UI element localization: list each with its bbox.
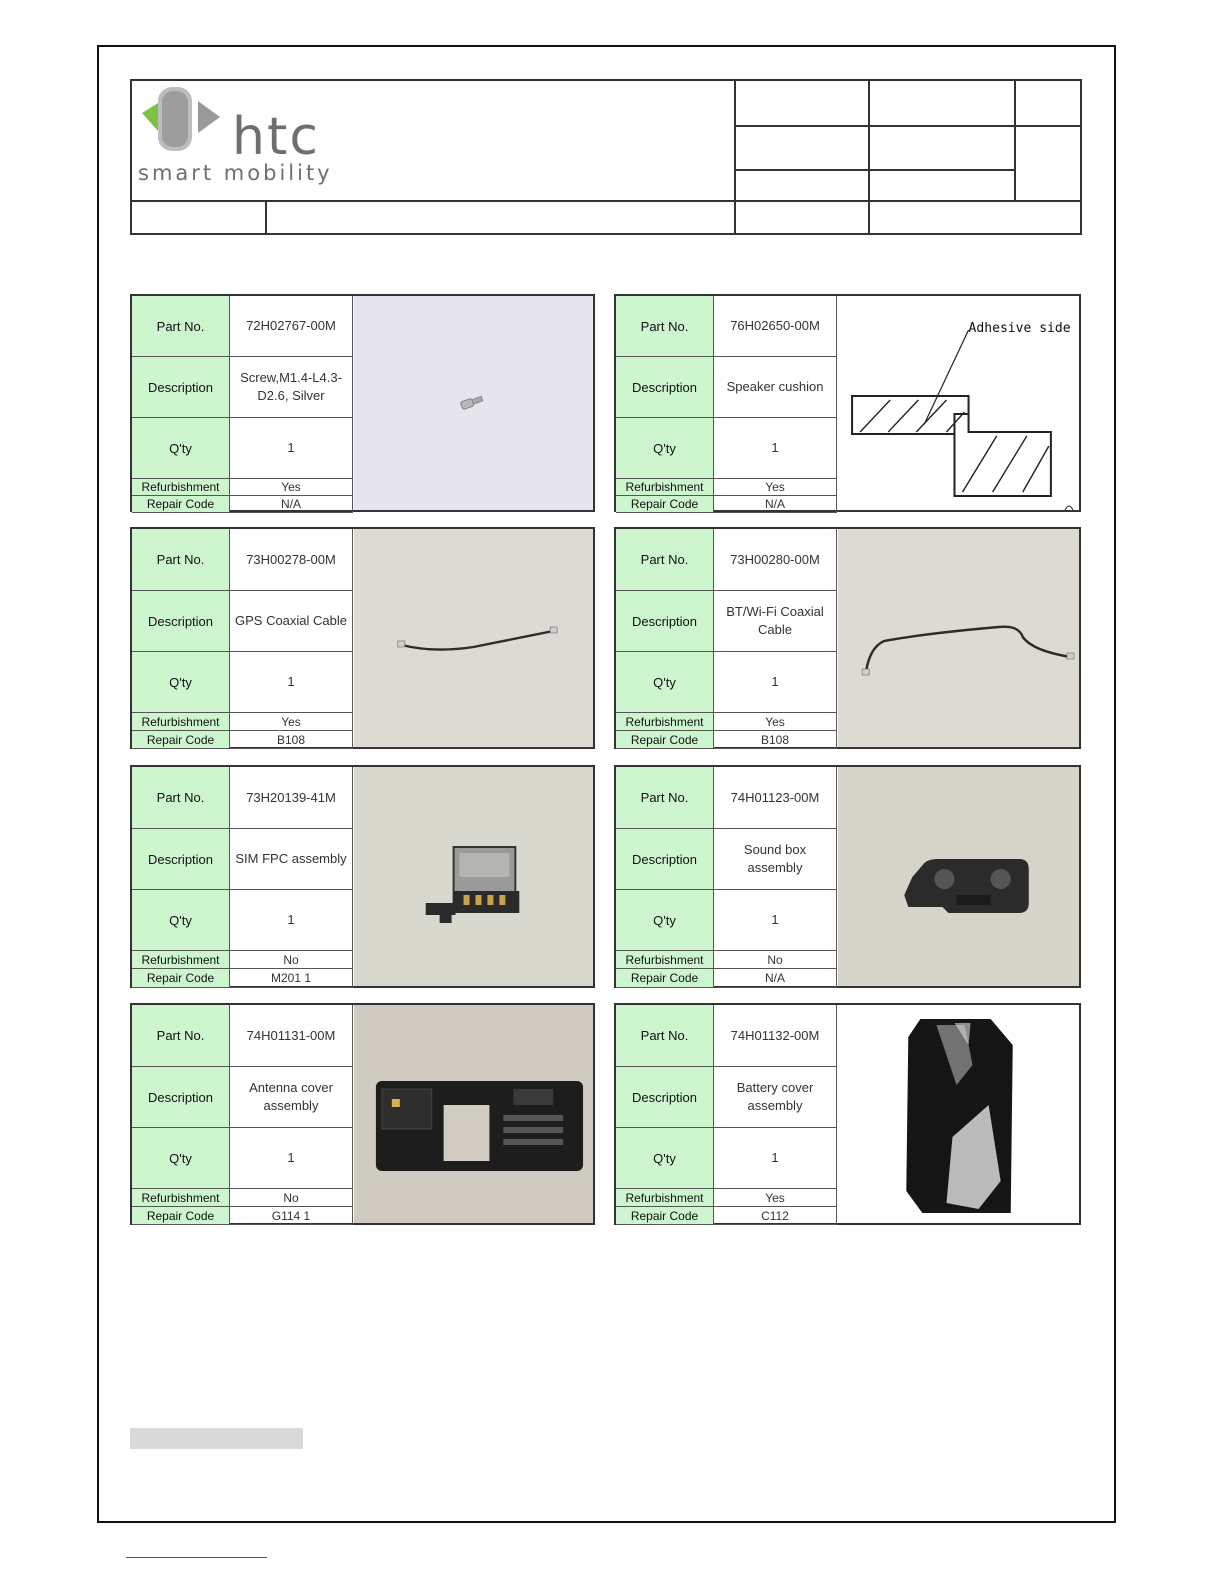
header-divider xyxy=(132,200,1080,202)
field-value-description: Sound box assembly xyxy=(714,829,837,890)
field-label-description: Description xyxy=(132,829,230,890)
part-card xyxy=(130,294,595,512)
field-value-description: GPS Coaxial Cable xyxy=(230,591,353,652)
field-value-qty: 1 xyxy=(714,1128,837,1189)
field-label-part-no: Part No. xyxy=(616,1005,714,1067)
field-label-repair-code: Repair Code xyxy=(132,731,230,749)
field-value-qty: 1 xyxy=(714,890,837,951)
field-value-part-no: 74H01123-00M xyxy=(714,767,837,829)
field-value-repair-code: M201 1 xyxy=(230,969,353,988)
field-label-part-no: Part No. xyxy=(616,296,714,357)
field-label-part-no: Part No. xyxy=(132,296,230,357)
field-value-refurbishment: Yes xyxy=(230,713,353,731)
field-label-qty: Q'ty xyxy=(132,652,230,713)
field-value-qty: 1 xyxy=(230,1128,353,1189)
field-value-qty: 1 xyxy=(714,418,837,479)
part-card xyxy=(614,1003,1081,1225)
field-label-qty: Q'ty xyxy=(616,652,714,713)
field-value-refurbishment: Yes xyxy=(714,1189,837,1207)
field-label-description: Description xyxy=(616,591,714,652)
part-card xyxy=(130,1003,595,1225)
field-value-part-no: 73H20139-41M xyxy=(230,767,353,829)
field-label-refurbishment: Refurbishment xyxy=(616,479,714,496)
field-value-refurbishment: Yes xyxy=(714,479,837,496)
header-divider xyxy=(734,125,1080,127)
field-value-description: BT/Wi-Fi Coaxial Cable xyxy=(714,591,837,652)
sound-box-photo xyxy=(838,767,1079,986)
field-label-part-no: Part No. xyxy=(616,529,714,591)
wifi-cable-photo xyxy=(838,529,1079,747)
field-label-refurbishment: Refurbishment xyxy=(132,951,230,969)
field-value-description: Antenna cover assembly xyxy=(230,1067,353,1128)
field-label-description: Description xyxy=(132,591,230,652)
field-label-refurbishment: Refurbishment xyxy=(132,713,230,731)
field-label-repair-code: Repair Code xyxy=(616,1207,714,1225)
field-value-part-no: 74H01132-00M xyxy=(714,1005,837,1067)
field-label-qty: Q'ty xyxy=(132,890,230,951)
field-value-repair-code: N/A xyxy=(714,969,837,988)
document-header xyxy=(130,79,1082,235)
field-value-qty: 1 xyxy=(230,418,353,479)
field-value-description: Screw,M1.4-L4.3-D2.6, Silver xyxy=(230,357,353,418)
field-value-qty: 1 xyxy=(230,652,353,713)
speaker-cushion-drawing xyxy=(838,296,1079,510)
field-value-repair-code: C112 xyxy=(714,1207,837,1225)
header-divider xyxy=(1014,81,1016,200)
field-label-description: Description xyxy=(616,1067,714,1128)
field-label-qty: Q'ty xyxy=(132,1128,230,1189)
field-value-refurbishment: No xyxy=(230,1189,353,1207)
drawing-note: Adhesive side xyxy=(968,321,1071,336)
field-label-refurbishment: Refurbishment xyxy=(616,951,714,969)
gps-cable-photo xyxy=(354,529,593,747)
field-value-repair-code: N/A xyxy=(714,496,837,513)
logo-wordmark: htc xyxy=(232,107,320,167)
battery-cover-photo xyxy=(838,1005,1079,1223)
header-divider xyxy=(868,81,870,233)
field-value-part-no: 72H02767-00M xyxy=(230,296,353,357)
field-label-repair-code: Repair Code xyxy=(616,496,714,513)
field-value-repair-code: B108 xyxy=(714,731,837,749)
field-value-repair-code: G114 1 xyxy=(230,1207,353,1225)
header-divider xyxy=(734,169,1016,171)
sim-fpc-photo xyxy=(354,767,593,986)
field-value-refurbishment: No xyxy=(714,951,837,969)
field-label-qty: Q'ty xyxy=(132,418,230,479)
header-divider xyxy=(734,81,736,233)
htc-logo xyxy=(136,83,346,195)
field-label-part-no: Part No. xyxy=(132,767,230,829)
field-label-qty: Q'ty xyxy=(616,418,714,479)
field-value-qty: 1 xyxy=(230,890,353,951)
field-value-part-no: 73H00280-00M xyxy=(714,529,837,591)
field-label-part-no: Part No. xyxy=(132,529,230,591)
field-label-description: Description xyxy=(616,357,714,418)
field-label-qty: Q'ty xyxy=(616,890,714,951)
field-value-refurbishment: Yes xyxy=(714,713,837,731)
field-value-part-no: 73H00278-00M xyxy=(230,529,353,591)
field-value-description: SIM FPC assembly xyxy=(230,829,353,890)
field-label-refurbishment: Refurbishment xyxy=(616,1189,714,1207)
logo-tagline: smart mobility xyxy=(138,161,333,185)
screw-photo xyxy=(354,296,593,510)
field-label-repair-code: Repair Code xyxy=(132,496,230,513)
field-value-description: Battery cover assembly xyxy=(714,1067,837,1128)
field-label-refurbishment: Refurbishment xyxy=(132,1189,230,1207)
field-label-repair-code: Repair Code xyxy=(616,969,714,988)
htc-logo-icon xyxy=(136,83,226,157)
part-card xyxy=(614,527,1081,749)
field-value-qty: 1 xyxy=(714,652,837,713)
field-label-description: Description xyxy=(132,1067,230,1128)
antenna-cover-photo xyxy=(354,1005,593,1223)
footer-link-underline xyxy=(126,1557,267,1558)
header-divider xyxy=(265,200,267,233)
field-value-part-no: 76H02650-00M xyxy=(714,296,837,357)
field-value-refurbishment: No xyxy=(230,951,353,969)
field-value-refurbishment: Yes xyxy=(230,479,353,496)
field-value-part-no: 74H01131-00M xyxy=(230,1005,353,1067)
field-value-description: Speaker cushion xyxy=(714,357,837,418)
field-label-qty: Q'ty xyxy=(616,1128,714,1189)
field-label-part-no: Part No. xyxy=(132,1005,230,1067)
field-label-part-no: Part No. xyxy=(616,767,714,829)
field-label-repair-code: Repair Code xyxy=(132,969,230,988)
field-label-description: Description xyxy=(132,357,230,418)
field-value-repair-code: B108 xyxy=(230,731,353,749)
field-label-repair-code: Repair Code xyxy=(616,731,714,749)
part-card xyxy=(614,765,1081,988)
field-label-refurbishment: Refurbishment xyxy=(132,479,230,496)
field-label-repair-code: Repair Code xyxy=(132,1207,230,1225)
field-value-repair-code: N/A xyxy=(230,496,353,513)
part-card xyxy=(130,765,595,988)
part-card xyxy=(130,527,595,749)
field-label-description: Description xyxy=(616,829,714,890)
part-card xyxy=(614,294,1081,512)
field-label-refurbishment: Refurbishment xyxy=(616,713,714,731)
redacted-bar xyxy=(130,1428,303,1449)
